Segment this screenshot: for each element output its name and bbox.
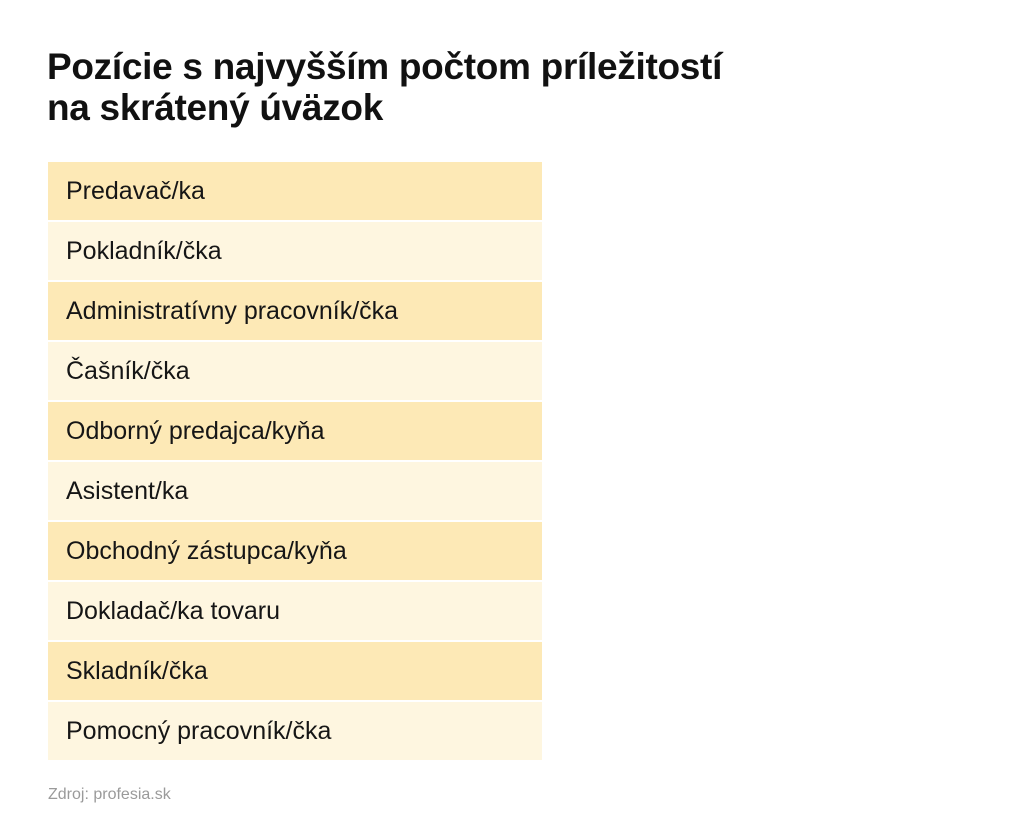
position-label: Administratívny pracovník/čka bbox=[66, 296, 399, 325]
chart-title-line-1: Pozície s najvyšším počtom príležitostí bbox=[47, 46, 723, 87]
source-note: Zdroj: profesia.sk bbox=[48, 786, 171, 803]
table-row bbox=[48, 702, 542, 760]
position-label: Skladník/čka bbox=[66, 656, 208, 685]
table-row bbox=[48, 402, 542, 460]
position-label: Čašník/čka bbox=[66, 356, 190, 385]
chart-title bbox=[47, 46, 947, 128]
position-label: Pokladník/čka bbox=[66, 236, 222, 265]
table-row bbox=[48, 462, 542, 520]
position-label: Odborný predajca/kyňa bbox=[66, 416, 325, 445]
table-row bbox=[48, 162, 542, 220]
position-label: Obchodný zástupca/kyňa bbox=[66, 536, 347, 565]
table-row bbox=[48, 282, 542, 340]
position-label: Asistent/ka bbox=[66, 476, 189, 505]
positions-table bbox=[48, 162, 542, 760]
table-row bbox=[48, 522, 542, 580]
position-label: Dokladač/ka tovaru bbox=[66, 596, 281, 625]
table-row bbox=[48, 342, 542, 400]
table-row bbox=[48, 582, 542, 640]
table-row bbox=[48, 642, 542, 700]
table-row bbox=[48, 222, 542, 280]
position-label: Pomocný pracovník/čka bbox=[66, 716, 332, 745]
position-label: Predavač/ka bbox=[66, 176, 205, 205]
chart-title-line-2: na skrátený úväzok bbox=[47, 87, 383, 128]
